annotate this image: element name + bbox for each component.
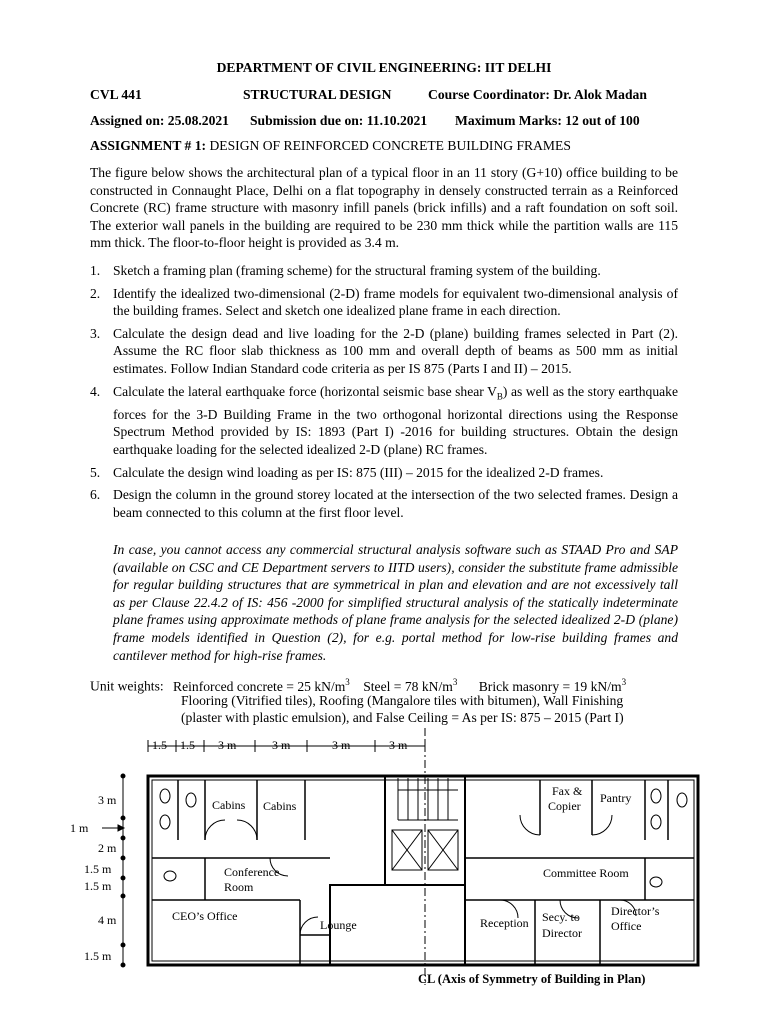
room-label-office: Office: [611, 919, 642, 933]
room-label-conference-room: Room: [224, 880, 254, 894]
left-dim-label: 4 m: [98, 913, 117, 927]
question-item: 2. Identify the idealized two-dimensional (2-D) frame models for equivalent two-dimensional analysis of the building frames. Select and sketch one idealized plane frame in each direction.: [90, 285, 678, 319]
room-label-cabins: Cabins: [212, 798, 246, 812]
assigned-date: Assigned on: 25.08.2021: [90, 113, 229, 128]
top-dim-label: 3 m: [218, 738, 237, 752]
unit-weights-line2: Flooring (Vitrified tiles), Roofing (Mangalore tiles with bitumen), Wall Finishing: [181, 693, 624, 708]
room-label-lounge: Lounge: [320, 918, 357, 932]
room-label-reception: Reception: [480, 916, 529, 930]
intro-paragraph: The figure below shows the architectural plan of a typical floor in an 11 story (G+10) office building to be constructed in Connaught Place, Delhi on a flat topography in densely constructed terrain as a Reinforced Concrete (RC) frame structure with masonry infill panels (brick infills) and a raft foundation on soft soil. The exterior wall panels in the building are required to be 230 mm thick while the partition walls are 115 mm thick. The floor-to-floor height is provided as 3.4 m.: [90, 165, 678, 251]
left-dim-label: 2 m: [98, 841, 117, 855]
top-dim-label: 1.5: [152, 738, 167, 752]
software-note: In case, you cannot access any commercial structural analysis software such as STAAD Pro and SAP (available on CSC and CE Department servers to IITD users), consider the substitute frame admissible for regular building structures that are symmetrical in plan and elevation and are not excessively tall as per Clause 22.4.2 of IS: 456 -2000 for simplified structural analysis of the statically indeterminate plane frames using approximate methods of plane frame analysis for the selected idealized 2-D (plane) frame models identified in Question (2), for e.g. portal method for low-rise building frames and cantilever method for high-rise frames.: [113, 542, 678, 663]
question-item: 1. Sketch a framing plan (framing scheme) for the structural framing system of the building.: [90, 263, 601, 278]
course-code: CVL 441: [90, 87, 142, 102]
room-label-pantry: Pantry: [600, 791, 632, 805]
room-label-ceo: CEO’s Office: [172, 909, 238, 923]
room-label-conference: Conference: [224, 865, 280, 879]
top-dim-label: 3 m: [332, 738, 351, 752]
room-label-copier: Copier: [548, 799, 581, 813]
left-dim-label: 1.5 m: [84, 862, 112, 876]
left-dim-label: 3 m: [98, 793, 117, 807]
room-label-director: Director: [542, 926, 582, 940]
assignment-title: [90, 137, 571, 155]
room-label-directors: Director’s: [611, 904, 660, 918]
axis-label: CL (Axis of Symmetry of Building in Plan): [418, 972, 646, 986]
top-dim-label: 3 m: [389, 738, 408, 752]
assignment-name: DESIGN OF REINFORCED CONCRETE BUILDING FRAMES: [209, 138, 571, 153]
room-label-committee: Committee Room: [543, 866, 629, 880]
question-list: [90, 262, 678, 526]
left-dim-label: 1 m: [70, 821, 89, 835]
question-item: 6. Design the column in the ground storey located at the intersection of the two selected frames. Design a beam connected to this column at the first floor level.: [90, 487, 678, 520]
submission-date: Submission due on: 11.10.2021: [250, 113, 428, 128]
room-label-cabins: Cabins: [263, 799, 297, 813]
department-heading: DEPARTMENT OF CIVIL ENGINEERING: IIT DELHI: [216, 60, 552, 75]
unit-weights-line1: Unit weights: Reinforced concrete = 25 $kN/m^3$ Steel = 78 $kN/m^3$ Brick masonry = 19 $kN/m^3$: [90, 677, 627, 694]
room-label-fax: Fax &: [552, 784, 583, 798]
unit-weights-line3: (plaster with plastic emulsion), and False Ceiling = As per IS: 875 – 2015 (Part I): [181, 710, 624, 725]
room-label-secy: Secy. to: [542, 910, 580, 924]
left-dim-label: 1.5 m: [84, 949, 112, 963]
course-title: STRUCTURAL DESIGN: [243, 87, 392, 102]
assignment-label: ASSIGNMENT # 1:: [90, 138, 207, 153]
stair-treads: [398, 778, 458, 820]
course-coordinator: Course Coordinator: Dr. Alok Madan: [428, 87, 647, 102]
left-dim-label: 1.5 m: [84, 879, 112, 893]
question-item: 3. Calculate the design dead and live loading for the 2-D (plane) building frames selected in Part (2). Assume the RC floor slab thickness as 100 mm and overall depth of beams as 500 mm as initial estimates. Follow Indian Standard code criteria as per IS 875 (Parts I and II) – 2015.: [90, 325, 678, 376]
floor-plan: [0, 728, 768, 990]
top-dim-label: 3 m: [272, 738, 291, 752]
question-item: 4. Calculate the lateral earthquake force (horizontal seismic base shear $V_B$) as well as the story earthquake forces for the 3-D Building Frame in the two orthogonal horizontal directions using the Response Spectrum Method provided by IS: 1893 (Part I) -2016 for building structures. Obtain the design earthquake loading for the selected idealized 2-D (plane) RC frames.: [90, 383, 679, 458]
maximum-marks: Maximum Marks: 12 out of 100: [455, 113, 640, 128]
top-dim-label: 1.5: [180, 738, 195, 752]
question-item: 5. Calculate the design wind loading as per IS: 875 (III) – 2015 for the idealized 2-D frames.: [90, 464, 604, 480]
